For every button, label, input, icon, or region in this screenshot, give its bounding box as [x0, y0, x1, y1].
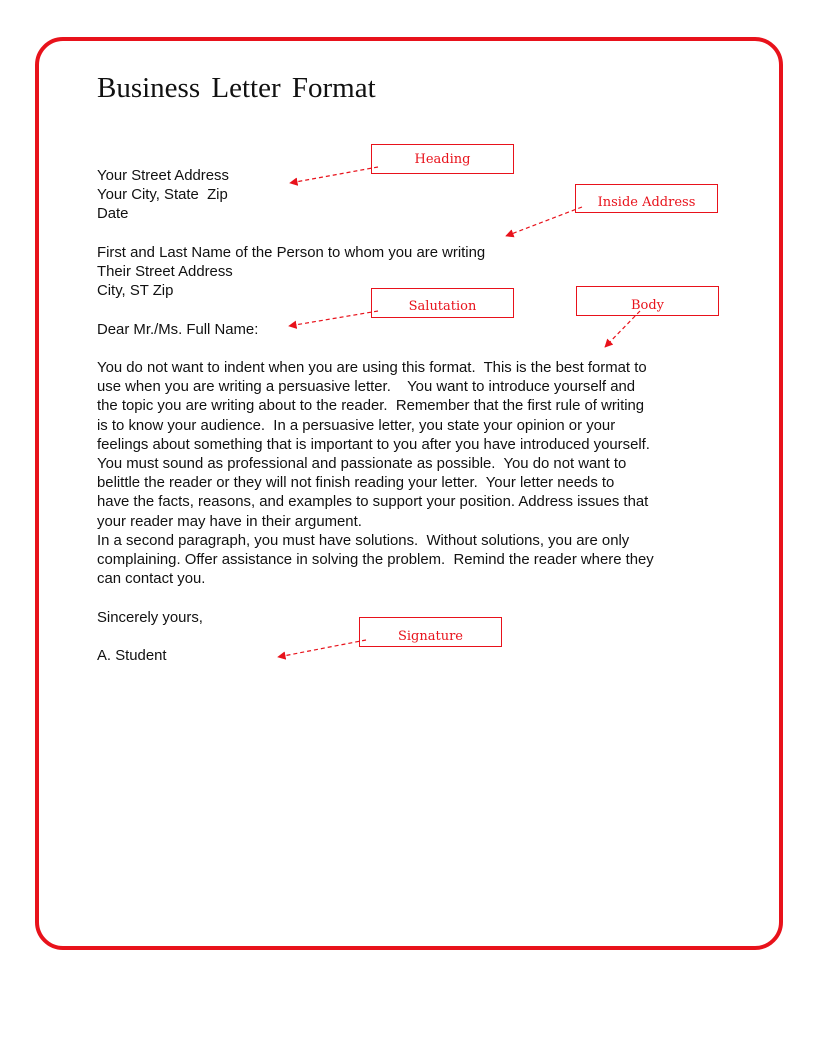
body-callout: Body — [576, 286, 719, 316]
date-line: Date — [97, 206, 129, 223]
salutation-callout: Salutation — [371, 288, 514, 318]
heading-callout: Heading — [371, 144, 514, 174]
letter-body — [97, 359, 697, 589]
body-line: You must sound as professional and passionate as possible. You do not want to — [97, 456, 627, 473]
salutation-block — [97, 321, 258, 340]
signature-block — [97, 647, 167, 666]
body-line: your reader may have in their argument. — [97, 513, 362, 530]
salutation-line: Dear Mr./Ms. Full Name: — [97, 322, 259, 338]
inside-address-callout: Inside Address — [575, 184, 718, 213]
body-line: feelings about something that is important to you after you have introduced yourself. — [97, 436, 650, 453]
body-line: is to know your audience. In a persuasive letter, you state your opinion or your — [97, 417, 616, 434]
body-line: use when you are writing a persuasive letter. You want to introduce yourself and — [97, 379, 636, 396]
signature-callout: Signature — [359, 617, 502, 647]
city-state-zip-line: Your City, State Zip — [97, 187, 228, 204]
body-line: have the facts, reasons, and examples to support your position. Address issues that — [97, 494, 649, 511]
street-address-line: Your Street Address — [97, 168, 229, 184]
body-line: the topic you are writing about to the reader. Remember that the first rule of writing — [97, 398, 645, 415]
closing-line: Sincerely yours, — [97, 610, 203, 626]
closing-block — [97, 609, 203, 628]
recipient-street-line: Their Street Address — [97, 264, 233, 281]
signature-line: A. Student — [97, 648, 167, 664]
body-line: belittle the reader or they will not finish reading your letter. Your letter needs to — [97, 475, 615, 492]
page-title: Business Letter Format — [97, 72, 376, 104]
body-line: You do not want to indent when you are using this format. This is the best format to — [97, 360, 647, 376]
heading-block — [97, 167, 229, 225]
body-line: can contact you. — [97, 571, 206, 588]
body-line: In a second paragraph, you must have solutions. Without solutions, you are only — [97, 532, 630, 549]
recipient-city-line: City, ST Zip — [97, 283, 174, 300]
body-line: complaining. Offer assistance in solving the problem. Remind the reader where they — [97, 552, 654, 569]
recipient-name-line: First and Last Name of the Person to whom you are writing — [97, 245, 486, 261]
